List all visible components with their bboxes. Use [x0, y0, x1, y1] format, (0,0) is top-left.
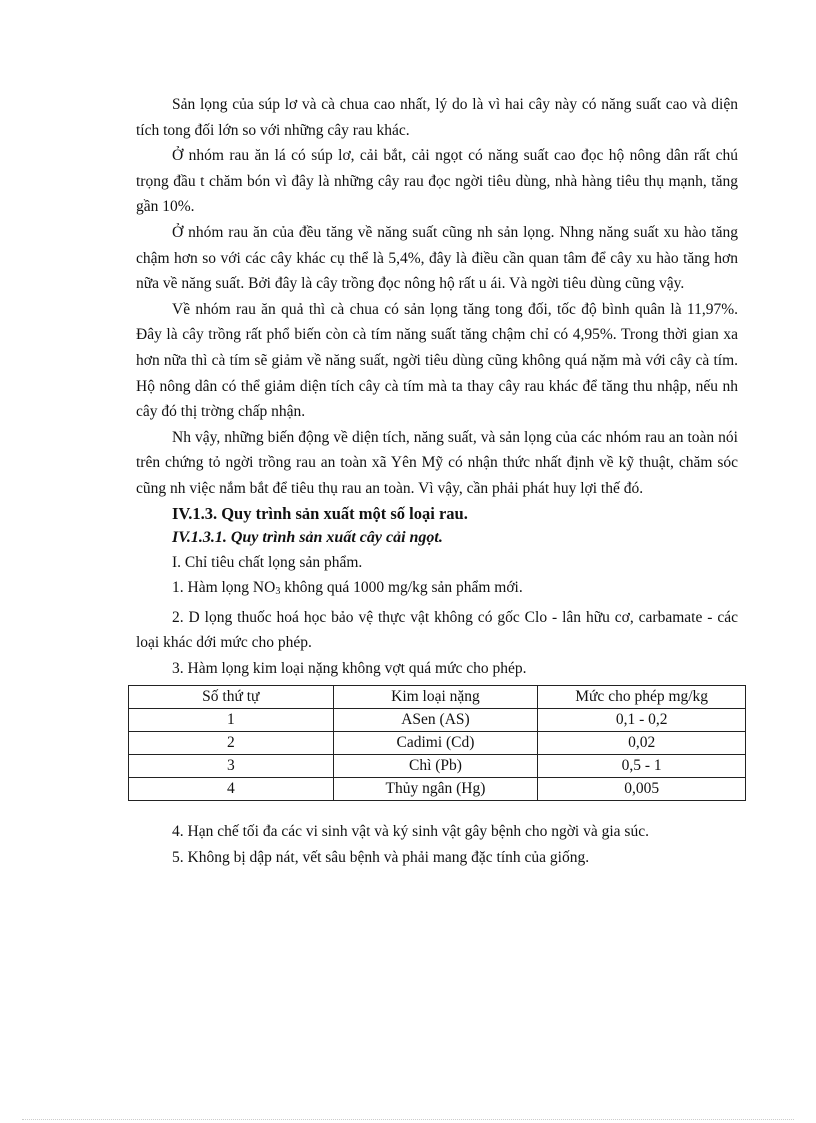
table-cell: 0,5 - 1 [538, 755, 746, 778]
table-row [129, 732, 746, 755]
table-cell: Chì (Pb) [333, 755, 538, 778]
subsection-heading: IV.1.3.1. Quy trình sản xuất cây cải ngọt. [172, 528, 443, 546]
paragraph-production-summary: Sản lọng của súp lơ và cà chua cao nhất, lý do là vì hai cây này có năng suất cao và diện tích tong đối lớn so với những cây rau khác. [136, 96, 738, 139]
column-header-index: Số thứ tự [129, 686, 334, 709]
table-cell: 0,1 - 0,2 [538, 709, 746, 732]
heavy-metal-limits-table [128, 685, 746, 801]
table-cell: Thủy ngân (Hg) [333, 778, 538, 801]
criteria-item-heavy-metals: 3. Hàm lọng kim loại nặng không vợt quá mức cho phép. [172, 659, 527, 677]
nitrate-text-end: không quá 1000 mg/kg sản phẩm mới. [280, 579, 523, 597]
table-cell: 4 [129, 778, 334, 801]
criteria-item-pesticide: 2. D lọng thuốc hoá học bảo vệ thực vật không có gốc Clo - lân hữu cơ, carbamate - các loại khác dới mức cho phép. [136, 608, 738, 652]
column-header-limit: Mức cho phép mg/kg [538, 686, 746, 709]
paragraph-leafy-vegetables: Ở nhóm rau ăn lá có súp lơ, cải bắt, cải ngọt có năng suất cao đọc hộ nông dân rất chú trọng đầu t chăm bón vì đây là những cây rau đọc ngời tiêu dùng, nhà hàng tiêu thụ mạnh, tăng gần 10%. [136, 147, 738, 216]
nitrate-subscript: 3 [275, 586, 281, 598]
table-cell: 3 [129, 755, 334, 778]
table-row [129, 755, 746, 778]
document-page [136, 92, 738, 871]
nitrate-text-start: 1. Hàm lọng NO [172, 579, 276, 597]
column-header-metal: Kim loại nặng [333, 686, 538, 709]
table-cell: 0,02 [538, 732, 746, 755]
paragraph-tuber-vegetables: Ở nhóm rau ăn của đều tăng về năng suất cũng nh sản lọng. Nhng năng suất xu hào tăng chậm hơn so với các cây khác cụ thể là 5,4%, đây là điều cần quan tâm để cây xu hào tăng hơn nữa về năng suất. Bởi đây là cây trồng đọc nông hộ rất u ái. Và ngời tiêu dùng cũng vậy. [136, 223, 738, 293]
criteria-item-pathogens: 4. Hạn chế tối đa các vi sinh vật và ký sinh vật gây bệnh cho ngời và gia súc. [172, 823, 649, 841]
criteria-item-physical-condition: 5. Không bị dập nát, vết sâu bệnh và phải mang đặc tính của giống. [172, 849, 590, 867]
quality-criteria-title: I. Chỉ tiêu chất lọng sản phẩm. [172, 553, 363, 571]
page-bottom-divider [22, 1119, 794, 1120]
table-cell: ASen (AS) [333, 709, 538, 732]
section-heading: IV.1.3. Quy trình sản xuất một số loại rau. [172, 503, 468, 523]
table-cell: 2 [129, 732, 334, 755]
paragraph-fruit-vegetables: Về nhóm rau ăn quả thì cà chua có sản lọng tăng tong đối, tốc độ bình quân là 11,97%. Đây là cây trồng rất phổ biến còn cà tím năng suất tăng chậm chỉ có 4,95%. Trong thời gian xa hơn nữa thì cà tím sẽ giảm về năng suất, ngời tiêu dùng cũng không quá nặm mà với cây cà tím. Hộ nông dân có thể giảm diện tích cây cà tím mà ta thay cây rau khác để tăng thu nhập, nếu nh cây đó thị trờng chấp nhận. [136, 300, 738, 421]
criteria-item-nitrate [136, 575, 738, 605]
table-cell: Cadimi (Cd) [333, 732, 538, 755]
paragraph-conclusion: Nh vậy, những biến động về diện tích, năng suất, và sản lọng của các nhóm rau an toàn nói trên chứng tỏ ngời trồng rau an toàn xã Yên Mỹ có nhận thức nhất định về kỹ thuật, chăm sóc cũng nh việc nắm bắt để tiêu thụ rau an toàn. Vì vậy, cần phải phát huy lợi thế đó. [136, 428, 738, 497]
table-cell: 0,005 [538, 778, 746, 801]
table-row [129, 709, 746, 732]
table-header-row [129, 686, 746, 709]
table-cell: 1 [129, 709, 334, 732]
table-row [129, 778, 746, 801]
